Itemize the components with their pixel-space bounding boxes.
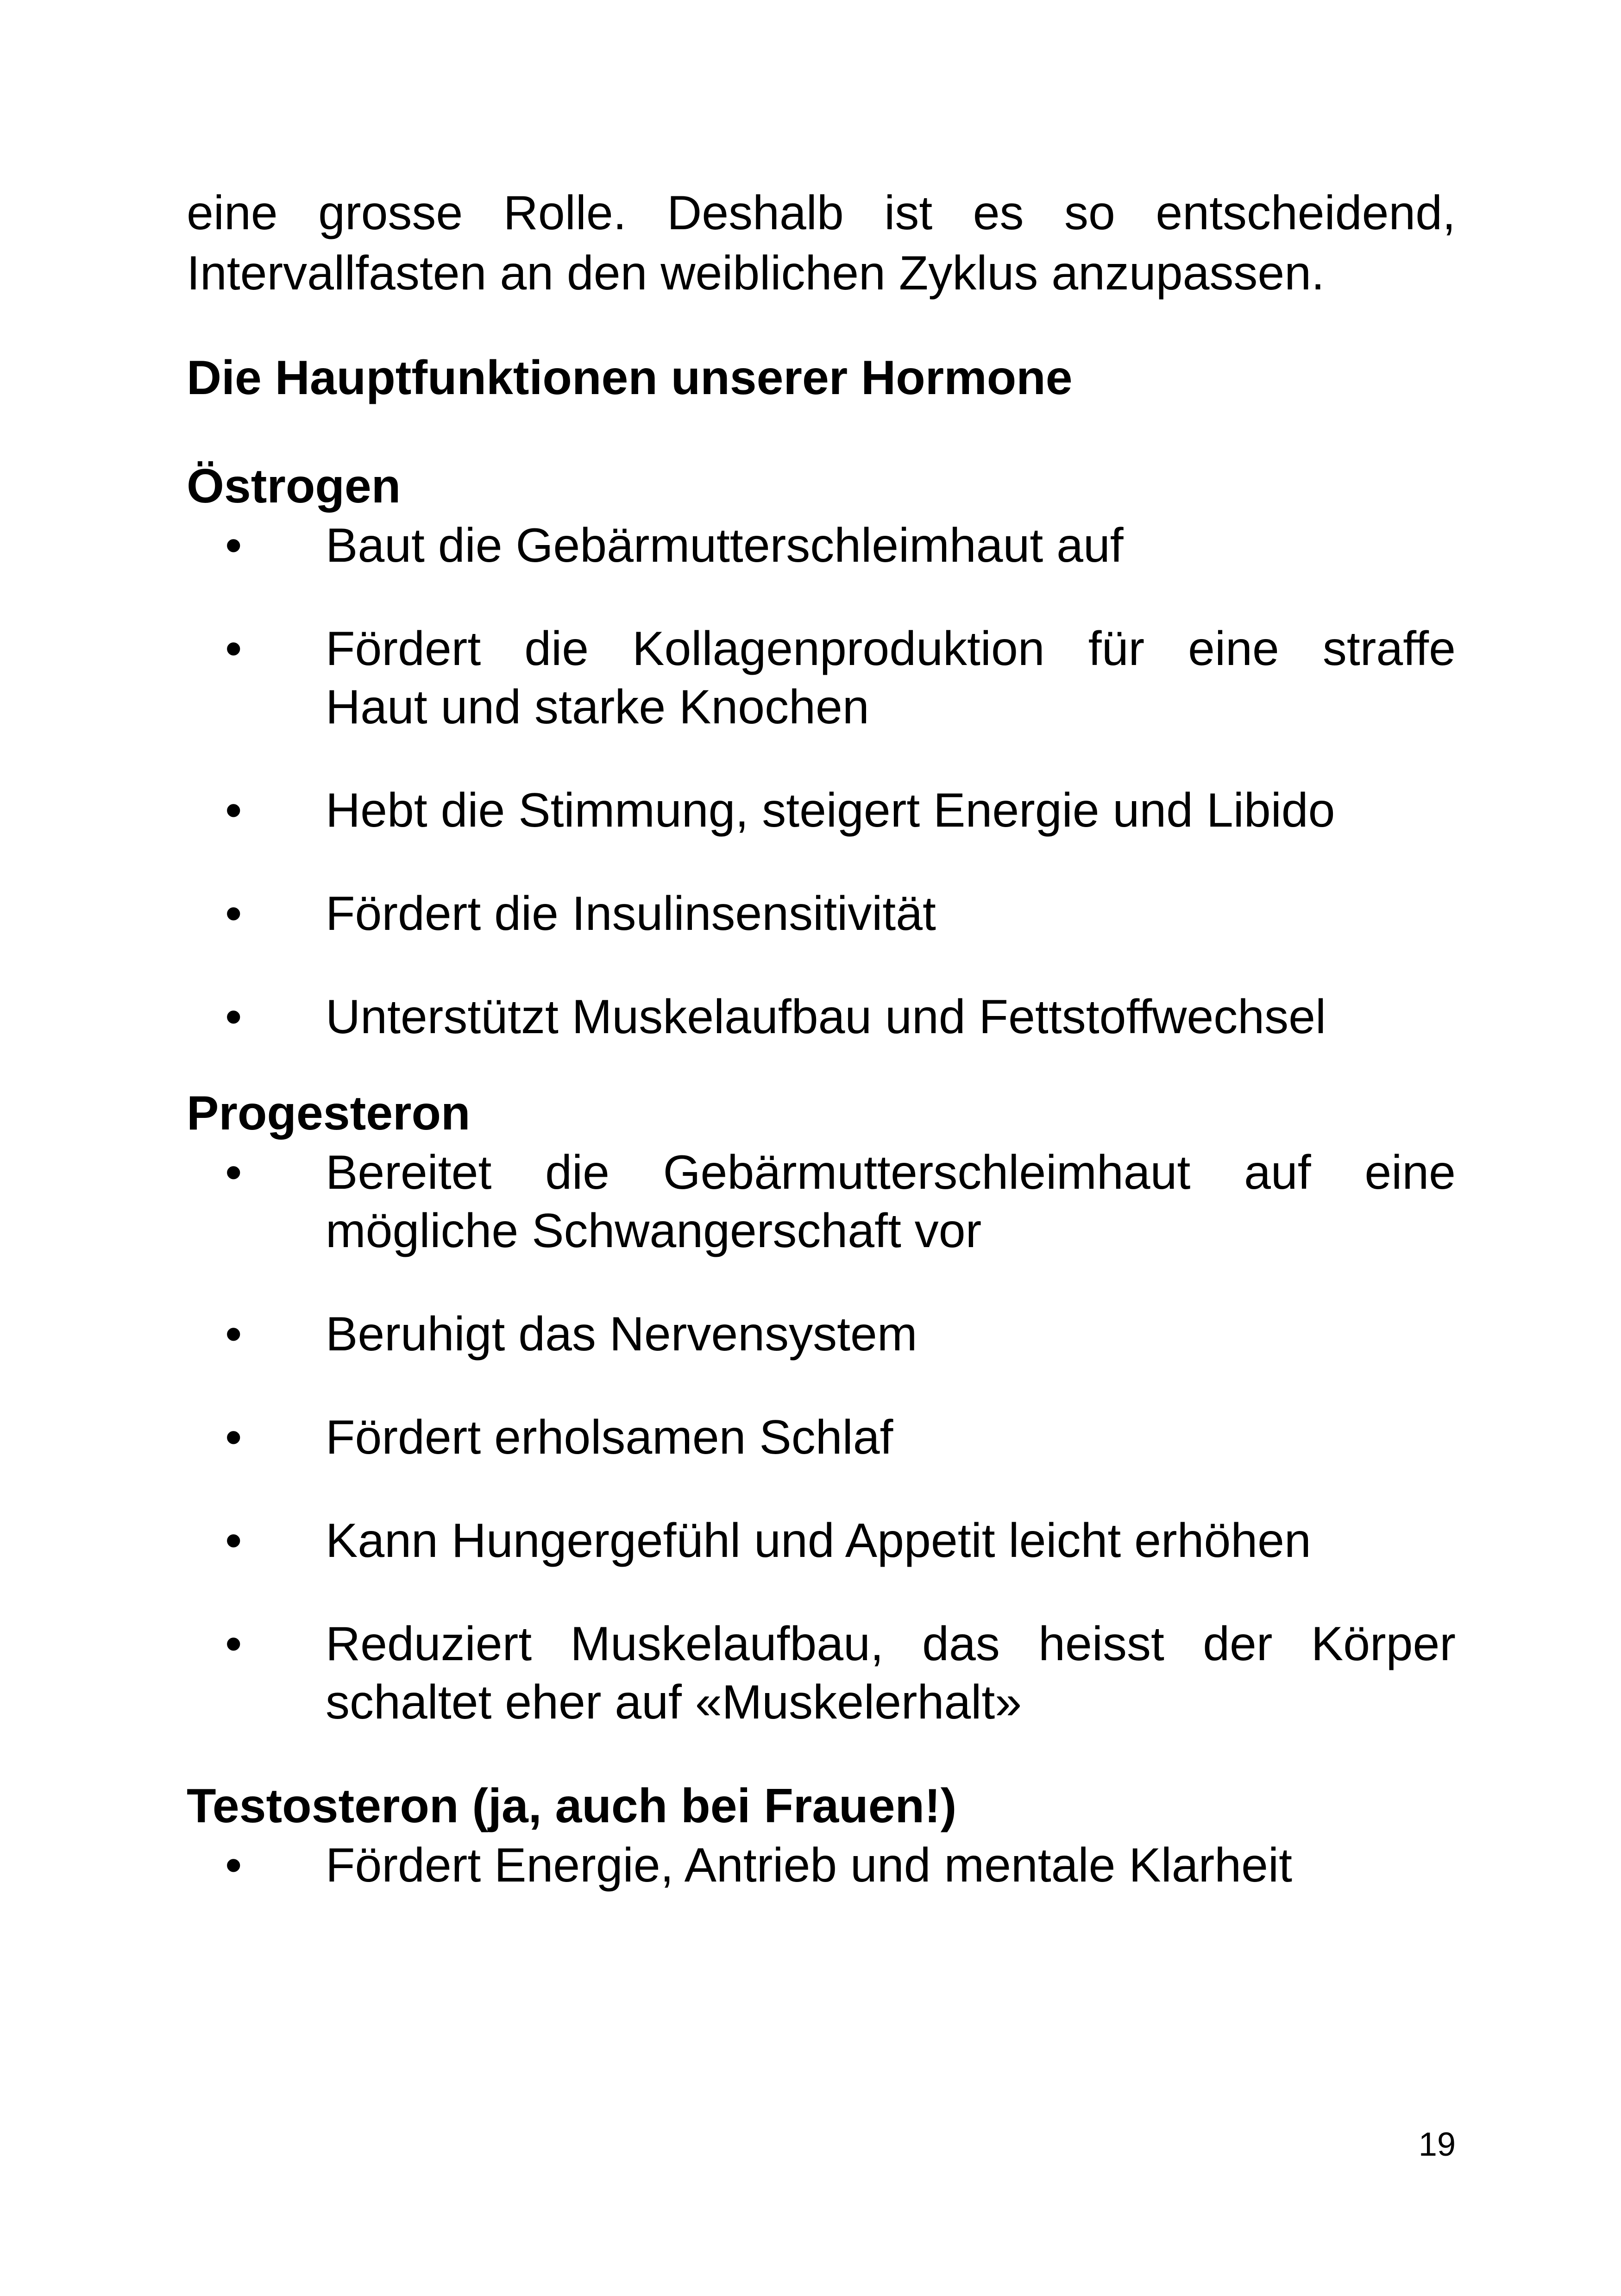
list-testosteron (187, 1836, 1456, 1895)
intro-line-2: Intervallfasten an den weiblichen Zyklus anzupassen. (187, 246, 1325, 300)
list-item-text: Baut die Gebärmutterschleimhaut auf (326, 519, 1124, 572)
list-item (187, 1143, 1456, 1260)
bullet-icon: • (225, 1411, 242, 1464)
main-heading: Die Hauptfunktionen unserer Hormone (187, 351, 1073, 405)
list-item-text: Fördert Energie, Antrieb und mentale Klarheit (326, 1838, 1292, 1892)
intro-paragraph (187, 183, 1456, 303)
list-item-text: Reduziert Muskelaufbau, das heisst der Körper (326, 1617, 1456, 1671)
bullet-icon: • (225, 622, 242, 676)
list-item-text: Haut und starke Knochen (326, 680, 869, 734)
list-item-text: mögliche Schwangerschaft vor (326, 1204, 982, 1258)
list-item-text: Hebt die Stimmung, steigert Energie und Libido (326, 784, 1335, 837)
list-item (187, 1408, 1456, 1467)
bullet-icon: • (225, 1617, 242, 1671)
list-item-text: Fördert die Kollagenproduktion für eine straffe (326, 622, 1456, 676)
bullet-icon: • (225, 887, 242, 941)
list-item-text: Beruhigt das Nervensystem (326, 1307, 917, 1361)
list-oestrogen (187, 516, 1456, 1046)
list-item-text: Fördert erholsamen Schlaf (326, 1411, 893, 1464)
list-item (187, 1512, 1456, 1570)
list-item (187, 1615, 1456, 1731)
list-item (187, 1305, 1456, 1363)
list-progesteron (187, 1143, 1456, 1731)
list-item (187, 781, 1456, 840)
list-item-text: Bereitet die Gebärmutterschleimhaut auf eine (326, 1146, 1456, 1199)
section-title-progesteron: Progesteron (187, 1086, 471, 1140)
list-item-text: Unterstützt Muskelaufbau und Fettstoffwechsel (326, 990, 1326, 1044)
bullet-icon: • (225, 1838, 242, 1892)
section-title-oestrogen: Östrogen (187, 459, 401, 513)
section-title-testosteron: Testosteron (ja, auch bei Frauen!) (187, 1779, 957, 1833)
list-item-text: Kann Hungergefühl und Appetit leicht erhöhen (326, 1514, 1311, 1568)
bullet-icon: • (225, 1146, 242, 1199)
list-item (187, 516, 1456, 575)
list-item (187, 988, 1456, 1046)
bullet-icon: • (225, 519, 242, 572)
list-item-text: schaltet eher auf «Muskelerhalt» (326, 1675, 1022, 1729)
bullet-icon: • (225, 1514, 242, 1568)
list-item-text: Fördert die Insulinsensitivität (326, 887, 936, 941)
bullet-icon: • (225, 1307, 242, 1361)
page-number: 19 (1418, 2126, 1456, 2163)
page-content (187, 183, 1456, 1895)
list-item (187, 885, 1456, 943)
bullet-icon: • (225, 990, 242, 1044)
list-item (187, 620, 1456, 736)
bullet-icon: • (225, 784, 242, 837)
intro-line-1: eine grosse Rolle. Deshalb ist es so entscheidend, (187, 186, 1456, 240)
list-item (187, 1836, 1456, 1895)
